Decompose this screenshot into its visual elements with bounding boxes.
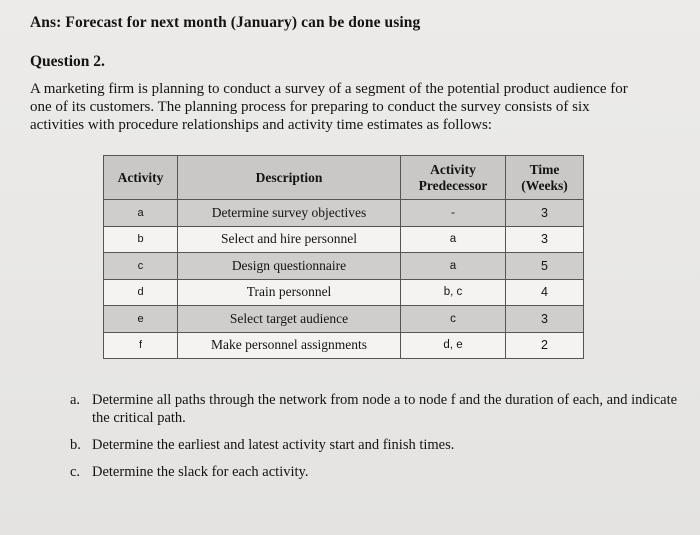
answer-line: Ans: Forecast for next month (January) can be done using [30, 14, 421, 31]
cell-time: 3 [506, 200, 584, 227]
cell-description: Train personnel [178, 279, 401, 306]
list-item [70, 436, 680, 454]
cell-activity: a [104, 200, 178, 227]
header-description: Description [178, 156, 401, 200]
table-row [104, 200, 584, 227]
cell-description: Select and hire personnel [178, 226, 401, 253]
table-row [104, 306, 584, 333]
question-text: Determine the earliest and latest activity start and finish times. [92, 437, 455, 453]
question-text: Determine all paths through the network from node a to node f and the duration of each, and indicate the critical path. [92, 392, 678, 426]
cell-description: Select target audience [178, 306, 401, 333]
table-row [104, 253, 584, 280]
question-label: c. [70, 464, 81, 480]
table-row [104, 279, 584, 306]
cell-activity: b [104, 226, 178, 253]
question-label: a. [70, 392, 81, 408]
intro-line: activities with procedure relationships and activity time estimates as follows: [30, 117, 492, 133]
intro-line: one of its customers. The planning process for preparing to conduct the survey consists of six [30, 99, 590, 115]
cell-time: 5 [506, 253, 584, 280]
list-item [70, 463, 680, 481]
cell-time: 3 [506, 226, 584, 253]
cell-description: Make personnel assignments [178, 332, 401, 359]
header-predecessor: Activity Predecessor [401, 156, 506, 200]
cell-predecessor: b, c [401, 279, 506, 306]
header-time: Time (Weeks) [506, 156, 584, 200]
cell-time: 2 [506, 332, 584, 359]
cell-time: 3 [506, 306, 584, 333]
question-label: b. [70, 437, 81, 453]
cell-predecessor: a [401, 226, 506, 253]
cell-predecessor: d, e [401, 332, 506, 359]
table-row [104, 332, 584, 359]
activity-table [103, 155, 584, 359]
list-item [70, 391, 680, 427]
cell-time: 4 [506, 279, 584, 306]
question-text: Determine the slack for each activity. [92, 464, 309, 480]
intro-paragraph [30, 80, 680, 134]
cell-activity: d [104, 279, 178, 306]
table-header-row [104, 156, 584, 200]
cell-predecessor: - [401, 200, 506, 227]
cell-description: Determine survey objectives [178, 200, 401, 227]
cell-predecessor: a [401, 253, 506, 280]
intro-line: A marketing firm is planning to conduct a survey of a segment of the potential product audience for [30, 81, 628, 97]
cell-description: Design questionnaire [178, 253, 401, 280]
cell-activity: e [104, 306, 178, 333]
question-title: Question 2. [30, 53, 105, 70]
table-row [104, 226, 584, 253]
cell-predecessor: c [401, 306, 506, 333]
cell-activity: f [104, 332, 178, 359]
cell-activity: c [104, 253, 178, 280]
question-list [70, 391, 680, 490]
header-activity: Activity [104, 156, 178, 200]
